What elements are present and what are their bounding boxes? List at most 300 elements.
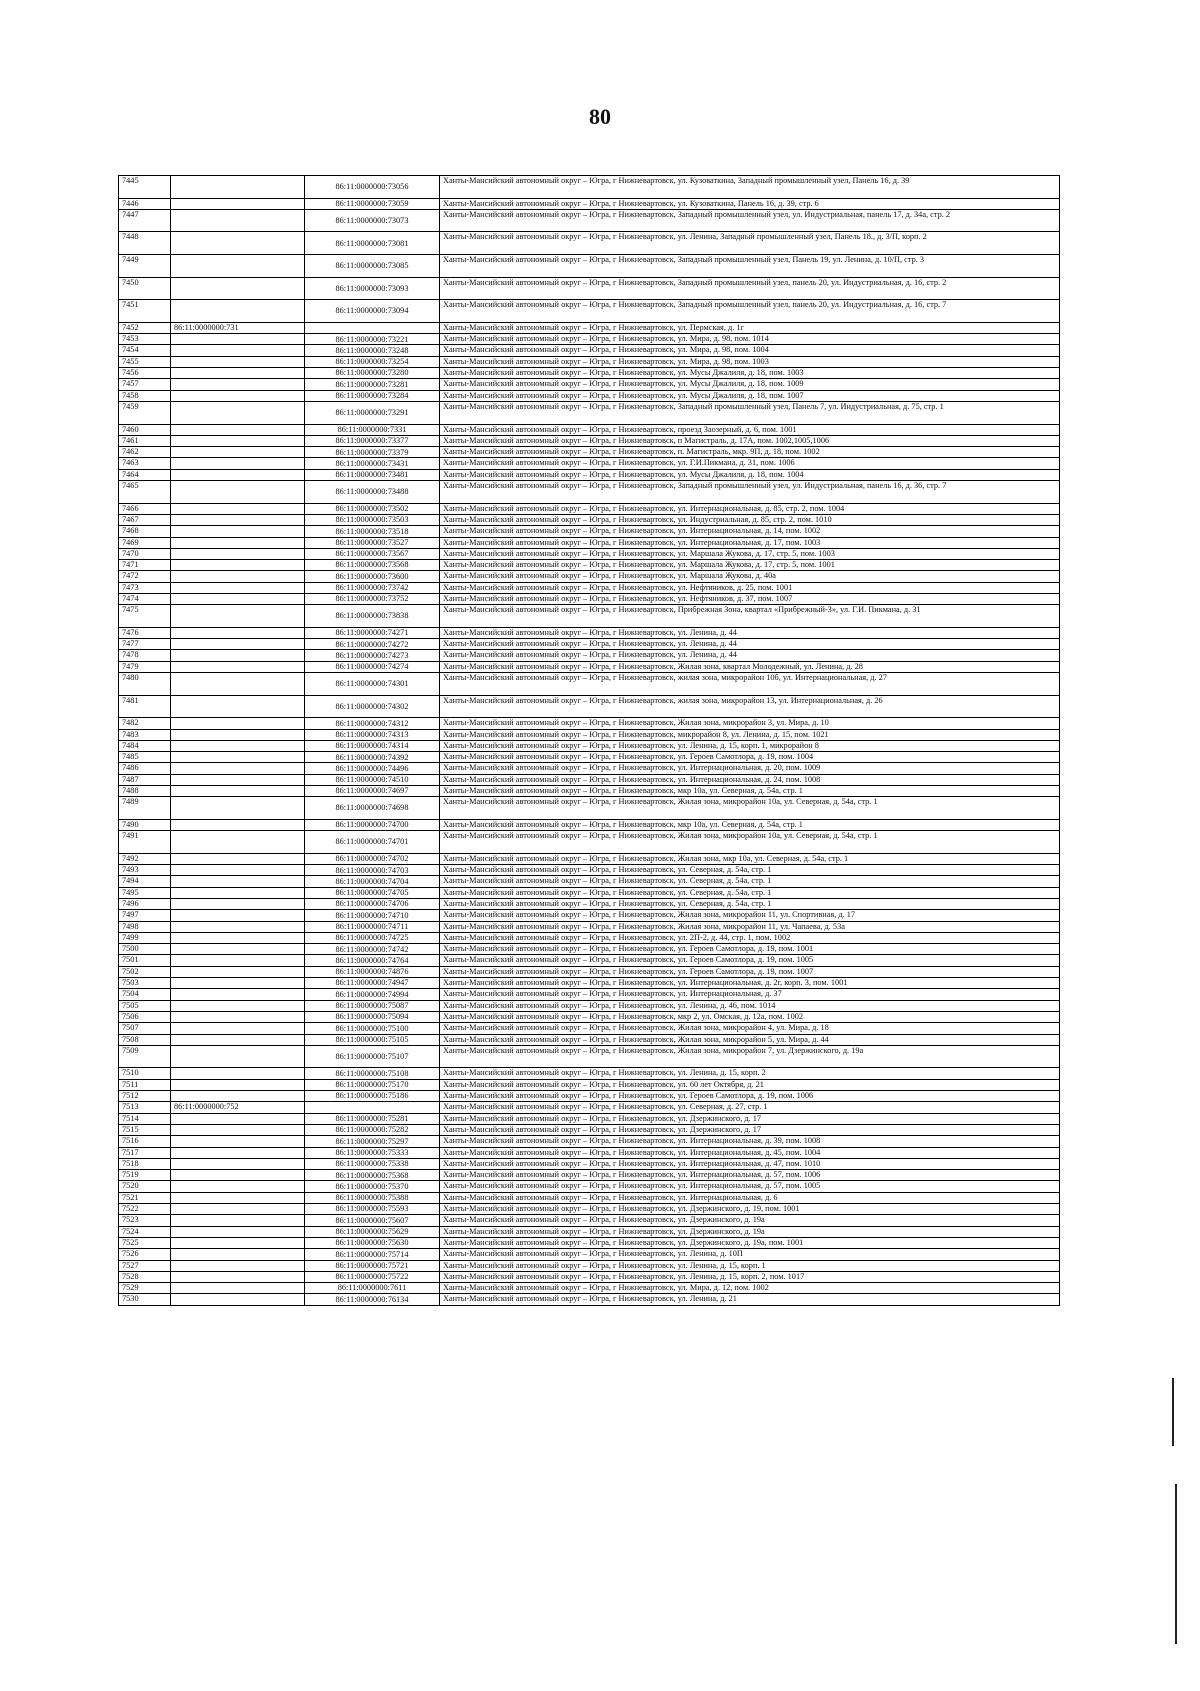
table-row	[119, 232, 1060, 255]
parent-cadastral-number	[171, 910, 305, 921]
row-number: 7498	[119, 921, 171, 932]
cadastral-number: 86:11:0000000:74274	[305, 661, 440, 672]
row-number: 7495	[119, 887, 171, 898]
row-number: 7490	[119, 819, 171, 830]
table-row	[119, 639, 1060, 650]
cadastral-number: 86:11:0000000:75630	[305, 1237, 440, 1248]
address: Ханты-Мансийский автономный округ – Югра, г Нижневартовск, ул. Ленина, д. 15, корп. 2, пом. 1017	[440, 1271, 1060, 1282]
row-number: 7465	[119, 481, 171, 504]
row-number: 7467	[119, 514, 171, 525]
cadastral-number: 86:11:0000000:75087	[305, 1000, 440, 1011]
parent-cadastral-number	[171, 1192, 305, 1203]
parent-cadastral-number	[171, 1034, 305, 1045]
row-number: 7462	[119, 447, 171, 458]
table-row	[119, 176, 1060, 199]
row-number: 7460	[119, 424, 171, 435]
parent-cadastral-number	[171, 1079, 305, 1090]
address: Ханты-Мансийский автономный округ – Югра, г Нижневартовск, ул. Маршала Жукова, д. 40а	[440, 571, 1060, 582]
table-row	[119, 1158, 1060, 1169]
address: Ханты-Мансийский автономный округ – Югра, г Нижневартовск, ул. Мусы Джалиля, д. 18, пом. 1007	[440, 390, 1060, 401]
row-number: 7448	[119, 232, 171, 255]
address: Ханты-Мансийский автономный округ – Югра, г Нижневартовск, ул. Г.И.Пикмана, д. 31, пом. 1006	[440, 458, 1060, 469]
table-row	[119, 1249, 1060, 1260]
address: Ханты-Мансийский автономный округ – Югра, г Нижневартовск, проезд Заозерный, д. 6, пом. 1001	[440, 424, 1060, 435]
row-number: 7500	[119, 944, 171, 955]
row-number: 7461	[119, 435, 171, 446]
table-row	[119, 899, 1060, 910]
cadastral-number: 86:11:0000000:73081	[305, 232, 440, 255]
row-number: 7518	[119, 1158, 171, 1169]
row-number: 7493	[119, 865, 171, 876]
cadastral-number: 86:11:0000000:73379	[305, 447, 440, 458]
row-number: 7478	[119, 650, 171, 661]
row-number: 7517	[119, 1147, 171, 1158]
row-number: 7529	[119, 1283, 171, 1294]
parent-cadastral-number	[171, 1283, 305, 1294]
row-number: 7515	[119, 1124, 171, 1135]
parent-cadastral-number	[171, 797, 305, 820]
table-row	[119, 537, 1060, 548]
parent-cadastral-number	[171, 1113, 305, 1124]
row-number: 7450	[119, 277, 171, 300]
table-row	[119, 661, 1060, 672]
parent-cadastral-number	[171, 831, 305, 854]
table-row	[119, 1283, 1060, 1294]
address: Ханты-Мансийский автономный округ – Югра, г Нижневартовск, ул. Нефтяников, д. 25, пом. 1001	[440, 582, 1060, 593]
row-number: 7469	[119, 537, 171, 548]
row-number: 7486	[119, 763, 171, 774]
address: Ханты-Мансийский автономный округ – Югра, г Нижневартовск, ул. Героев Самотлора, д. 19, пом. 1001	[440, 944, 1060, 955]
cadastral-number: 86:11:0000000:7611	[305, 1283, 440, 1294]
table-row	[119, 198, 1060, 209]
address: Ханты-Мансийский автономный округ – Югра, г Нижневартовск, ул. Мусы Джалиля, д. 18, пом. 1004	[440, 469, 1060, 480]
row-number: 7492	[119, 853, 171, 864]
parent-cadastral-number	[171, 1158, 305, 1169]
address: Ханты-Мансийский автономный округ – Югра, г Нижневартовск, п Магистраль, д. 17А, пом. 1002,1005,1006	[440, 435, 1060, 446]
parent-cadastral-number	[171, 978, 305, 989]
parent-cadastral-number	[171, 650, 305, 661]
address: Ханты-Мансийский автономный округ – Югра, г Нижневартовск, ул. Ленина, д. 44	[440, 650, 1060, 661]
address: Ханты-Мансийский автономный округ – Югра, г Нижневартовск, ул. Дзержинского, д. 19а	[440, 1226, 1060, 1237]
address: Ханты-Мансийский автономный округ – Югра, г Нижневартовск, п. Магистраль, мкр. 9П, д. 18, пом. 1002	[440, 447, 1060, 458]
address: Ханты-Мансийский автономный округ – Югра, г Нижневартовск, Жилая зона, микрорайон 11, ул. Спортивная, д. 17	[440, 910, 1060, 921]
address: Ханты-Мансийский автономный округ – Югра, г Нижневартовск, Жилая зона, микрорайон 5, ул. Мира, д. 44	[440, 1034, 1060, 1045]
row-number: 7512	[119, 1091, 171, 1102]
table-row	[119, 255, 1060, 278]
table-row	[119, 571, 1060, 582]
cadastral-number: 86:11:0000000:75297	[305, 1136, 440, 1147]
parent-cadastral-number	[171, 661, 305, 672]
row-number: 7525	[119, 1237, 171, 1248]
parent-cadastral-number	[171, 571, 305, 582]
address: Ханты-Мансийский автономный округ – Югра, г Нижневартовск, ул. 60 лет Октября, д. 21	[440, 1079, 1060, 1090]
address: Ханты-Мансийский автономный округ – Югра, г Нижневартовск, Прибрежная Зона, квартал «Прибрежный-3», ул. Г.И. Пикмана, д. 31	[440, 605, 1060, 628]
cadastral-number: 86:11:0000000:75338	[305, 1158, 440, 1169]
cadastral-number: 86:11:0000000:74742	[305, 944, 440, 955]
table-row	[119, 1226, 1060, 1237]
row-number: 7519	[119, 1170, 171, 1181]
cadastral-number: 86:11:0000000:73085	[305, 255, 440, 278]
address: Ханты-Мансийский автономный округ – Югра, г Нижневартовск, ул. Героев Самотлора, д. 19, пом. 1006	[440, 1091, 1060, 1102]
address: Ханты-Мансийский автономный округ – Югра, г Нижневартовск, ул. Мира, д. 98, пом. 1003	[440, 356, 1060, 367]
parent-cadastral-number	[171, 1260, 305, 1271]
cadastral-number: 86:11:0000000:75593	[305, 1204, 440, 1215]
cadastral-number: 86:11:0000000:75721	[305, 1260, 440, 1271]
table-row	[119, 1079, 1060, 1090]
table-row	[119, 650, 1060, 661]
parent-cadastral-number	[171, 639, 305, 650]
address: Ханты-Мансийский автономный округ – Югра, г Нижневартовск, Жилая зона, микрорайон 10а, ул. Северная, д. 54а, стр. 1	[440, 797, 1060, 820]
address: Ханты-Мансийский автономный округ – Югра, г Нижневартовск, ул. Интернациональная, д. 45, пом. 1004	[440, 1147, 1060, 1158]
cadastral-number: 86:11:0000000:75186	[305, 1091, 440, 1102]
address: Ханты-Мансийский автономный округ – Югра, г Нижневартовск, мкр 2, ул. Омская, д. 12а, пом. 1002	[440, 1011, 1060, 1022]
table-row	[119, 944, 1060, 955]
row-number: 7511	[119, 1079, 171, 1090]
address: Ханты-Мансийский автономный округ – Югра, г Нижневартовск, ул. Ленина, д. 44	[440, 639, 1060, 650]
table-row	[119, 740, 1060, 751]
row-number: 7521	[119, 1192, 171, 1203]
row-number: 7466	[119, 503, 171, 514]
row-number: 7504	[119, 989, 171, 1000]
cadastral-number: 86:11:0000000:74725	[305, 932, 440, 943]
parent-cadastral-number	[171, 503, 305, 514]
address: Ханты-Мансийский автономный округ – Югра, г Нижневартовск, ул. Кузоваткина, Панель 16, д. 39, стр. 6	[440, 198, 1060, 209]
table-row	[119, 447, 1060, 458]
row-number: 7489	[119, 797, 171, 820]
parent-cadastral-number	[171, 593, 305, 604]
address: Ханты-Мансийский автономный округ – Югра, г Нижневартовск, ул. Дзержинского, д. 17	[440, 1113, 1060, 1124]
address: Ханты-Мансийский автономный округ – Югра, г Нижневартовск, ул. Северная, д. 54а, стр. 1	[440, 876, 1060, 887]
parent-cadastral-number	[171, 718, 305, 729]
row-number: 7463	[119, 458, 171, 469]
parent-cadastral-number	[171, 774, 305, 785]
cadastral-number: 86:11:0000000:73073	[305, 209, 440, 232]
table-row	[119, 1000, 1060, 1011]
row-number: 7491	[119, 831, 171, 854]
parent-cadastral-number	[171, 435, 305, 446]
cadastral-number: 86:11:0000000:73254	[305, 356, 440, 367]
parent-cadastral-number	[171, 729, 305, 740]
table-row	[119, 379, 1060, 390]
row-number: 7453	[119, 334, 171, 345]
row-number: 7470	[119, 548, 171, 559]
row-number: 7475	[119, 605, 171, 628]
parent-cadastral-number	[171, 277, 305, 300]
table-row	[119, 334, 1060, 345]
address: Ханты-Мансийский автономный округ – Югра, г Нижневартовск, ул. Маршала Жукова, д. 17, стр. 5, пом. 1003	[440, 548, 1060, 559]
address: Ханты-Мансийский автономный округ – Югра, г Нижневартовск, ул. Мира, д. 98, пом. 1004	[440, 345, 1060, 356]
cadastral-number: 86:11:0000000:73567	[305, 548, 440, 559]
address: Ханты-Мансийский автономный округ – Югра, г Нижневартовск, ул. Интернациональная, д. 57, пом. 1006	[440, 1170, 1060, 1181]
row-number: 7458	[119, 390, 171, 401]
table-row	[119, 1011, 1060, 1022]
cadastral-number: 86:11:0000000:75333	[305, 1147, 440, 1158]
address: Ханты-Мансийский автономный округ – Югра, г Нижневартовск, ул. Пермская, д. 1г	[440, 322, 1060, 333]
parent-cadastral-number	[171, 876, 305, 887]
page-number: 80	[589, 104, 611, 129]
parent-cadastral-number	[171, 899, 305, 910]
parent-cadastral-number	[171, 469, 305, 480]
cadastral-number: 86:11:0000000:73568	[305, 560, 440, 571]
row-number: 7472	[119, 571, 171, 582]
row-number: 7476	[119, 627, 171, 638]
address: Ханты-Мансийский автономный округ – Югра, г Нижневартовск, ул. Интернациональная, д. 17, пом. 1003	[440, 537, 1060, 548]
address: Ханты-Мансийский автономный округ – Югра, г Нижневартовск, ул. Ленина, д. 46, пом. 1014	[440, 1000, 1060, 1011]
address: Ханты-Мансийский автономный округ – Югра, г Нижневартовск, жилая зона, микрорайон 10б, ул. Интернациональная, д. 27	[440, 673, 1060, 696]
cadastral-number: 86:11:0000000:74700	[305, 819, 440, 830]
address: Ханты-Мансийский автономный округ – Югра, г Нижневартовск, ул. Дзержинского, д. 17	[440, 1124, 1060, 1135]
table-row	[119, 1034, 1060, 1045]
address: Ханты-Мансийский автономный округ – Югра, г Нижневартовск, Западный промышленный узел, панель 20, ул. Индустриальная, д. 16, стр. 2	[440, 277, 1060, 300]
table-row	[119, 921, 1060, 932]
table-row	[119, 853, 1060, 864]
address: Ханты-Мансийский автономный округ – Югра, г Нижневартовск, ул. Нефтяников, д. 37, пом. 1007	[440, 593, 1060, 604]
parent-cadastral-number	[171, 627, 305, 638]
cadastral-number: 86:11:0000000:74705	[305, 887, 440, 898]
cadastral-number: 86:11:0000000:74496	[305, 763, 440, 774]
cadastral-number: 86:11:0000000:73284	[305, 390, 440, 401]
row-number: 7468	[119, 526, 171, 537]
parent-cadastral-number	[171, 932, 305, 943]
parent-cadastral-number	[171, 1124, 305, 1135]
cadastral-number: 86:11:0000000:74312	[305, 718, 440, 729]
table-row	[119, 277, 1060, 300]
table-row	[119, 729, 1060, 740]
parent-cadastral-number	[171, 695, 305, 718]
row-number: 7510	[119, 1068, 171, 1079]
table-row	[119, 1192, 1060, 1203]
parent-cadastral-number	[171, 447, 305, 458]
parent-cadastral-number	[171, 1091, 305, 1102]
cadastral-number: 86:11:0000000:74301	[305, 673, 440, 696]
parent-cadastral-number	[171, 198, 305, 209]
cadastral-number	[305, 1102, 440, 1113]
parent-cadastral-number	[171, 1294, 305, 1305]
address: Ханты-Мансийский автономный округ – Югра, г Нижневартовск, ул. Северная, д. 54а, стр. 1	[440, 887, 1060, 898]
parent-cadastral-number: 86:11:0000000:731	[171, 322, 305, 333]
address: Ханты-Мансийский автономный округ – Югра, г Нижневартовск, ул. Мира, д. 98, пом. 1014	[440, 334, 1060, 345]
table-row	[119, 1023, 1060, 1034]
parent-cadastral-number	[171, 390, 305, 401]
cadastral-number	[305, 322, 440, 333]
table-row	[119, 1068, 1060, 1079]
row-number: 7482	[119, 718, 171, 729]
row-number: 7502	[119, 966, 171, 977]
address: Ханты-Мансийский автономный округ – Югра, г Нижневартовск, Западный промышленный узел, панель 20, ул. Индустриальная, д. 16, стр. 7	[440, 300, 1060, 323]
table-row	[119, 1136, 1060, 1147]
address: Ханты-Мансийский автономный округ – Югра, г Нижневартовск, ул. Дзержинского, д. 19а, пом. 1001	[440, 1237, 1060, 1248]
parent-cadastral-number	[171, 955, 305, 966]
parent-cadastral-number	[171, 1215, 305, 1226]
table-row	[119, 932, 1060, 943]
table-row	[119, 831, 1060, 854]
address: Ханты-Мансийский автономный округ – Югра, г Нижневартовск, ул. Ленина, д. 44	[440, 627, 1060, 638]
cadastral-number: 86:11:0000000:75094	[305, 1011, 440, 1022]
parent-cadastral-number	[171, 379, 305, 390]
table-row	[119, 560, 1060, 571]
cadastral-number: 86:11:0000000:75107	[305, 1045, 440, 1068]
table-row	[119, 1215, 1060, 1226]
cadastral-number: 86:11:0000000:74271	[305, 627, 440, 638]
cadastral-number: 86:11:0000000:75100	[305, 1023, 440, 1034]
cadastral-number: 86:11:0000000:74711	[305, 921, 440, 932]
cadastral-number: 86:11:0000000:74392	[305, 752, 440, 763]
row-number: 7516	[119, 1136, 171, 1147]
parent-cadastral-number	[171, 605, 305, 628]
parent-cadastral-number	[171, 560, 305, 571]
cadastral-number: 86:11:0000000:74706	[305, 899, 440, 910]
cadastral-number: 86:11:0000000:75607	[305, 1215, 440, 1226]
parent-cadastral-number	[171, 740, 305, 751]
row-number: 7474	[119, 593, 171, 604]
parent-cadastral-number	[171, 865, 305, 876]
row-number: 7455	[119, 356, 171, 367]
table-row	[119, 786, 1060, 797]
cadastral-number: 86:11:0000000:75281	[305, 1113, 440, 1124]
parent-cadastral-number	[171, 853, 305, 864]
cadastral-number: 86:11:0000000:74313	[305, 729, 440, 740]
cadastral-number: 86:11:0000000:74994	[305, 989, 440, 1000]
cadastral-number: 86:11:0000000:74701	[305, 831, 440, 854]
table-row	[119, 605, 1060, 628]
address: Ханты-Мансийский автономный округ – Югра, г Нижневартовск, мкр 10а, ул. Северная, д. 54а, стр. 1	[440, 819, 1060, 830]
cadastral-number: 86:11:0000000:74947	[305, 978, 440, 989]
table-row	[119, 1204, 1060, 1215]
parent-cadastral-number	[171, 537, 305, 548]
address: Ханты-Мансийский автономный округ – Югра, г Нижневартовск, Жилая зона, микрорайон 3, ул. Мира, д. 10	[440, 718, 1060, 729]
cadastral-number: 86:11:0000000:73752	[305, 593, 440, 604]
table-row	[119, 1147, 1060, 1158]
parent-cadastral-number	[171, 944, 305, 955]
cadastral-number: 86:11:0000000:75388	[305, 1192, 440, 1203]
table-row	[119, 548, 1060, 559]
cadastral-number: 86:11:0000000:73503	[305, 514, 440, 525]
address: Ханты-Мансийский автономный округ – Югра, г Нижневартовск, ул. Мусы Джалиля, д. 18, пом. 1009	[440, 379, 1060, 390]
registry-table-body	[119, 176, 1060, 1306]
address: Ханты-Мансийский автономный округ – Югра, г Нижневартовск, ул. Ленина, д. 15, корп. 1	[440, 1260, 1060, 1271]
address: Ханты-Мансийский автономный округ – Югра, г Нижневартовск, ул. Интернациональная, д. 37	[440, 989, 1060, 1000]
cadastral-number: 86:11:0000000:73248	[305, 345, 440, 356]
table-row	[119, 526, 1060, 537]
cadastral-number: 86:11:0000000:75722	[305, 1271, 440, 1282]
cadastral-number: 86:11:0000000:75629	[305, 1226, 440, 1237]
cadastral-number: 86:11:0000000:73280	[305, 368, 440, 379]
table-row	[119, 1113, 1060, 1124]
address: Ханты-Мансийский автономный округ – Югра, г Нижневартовск, ул. 2П-2, д. 44, стр. 1, пом. 1002	[440, 932, 1060, 943]
table-row	[119, 876, 1060, 887]
table-row	[119, 819, 1060, 830]
cadastral-number: 86:11:0000000:73838	[305, 605, 440, 628]
row-number: 7449	[119, 255, 171, 278]
cadastral-number: 86:11:0000000:73481	[305, 469, 440, 480]
cadastral-number: 86:11:0000000:73488	[305, 481, 440, 504]
cadastral-number: 86:11:0000000:75282	[305, 1124, 440, 1135]
cadastral-number: 86:11:0000000:74272	[305, 639, 440, 650]
table-row	[119, 300, 1060, 323]
table-row	[119, 695, 1060, 718]
parent-cadastral-number	[171, 548, 305, 559]
parent-cadastral-number	[171, 1023, 305, 1034]
address: Ханты-Мансийский автономный округ – Югра, г Нижневартовск, ул. Северная, д. 54а, стр. 1	[440, 899, 1060, 910]
cadastral-number: 86:11:0000000:73377	[305, 435, 440, 446]
row-number: 7508	[119, 1034, 171, 1045]
table-row	[119, 865, 1060, 876]
table-row	[119, 763, 1060, 774]
parent-cadastral-number	[171, 458, 305, 469]
address: Ханты-Мансийский автономный округ – Югра, г Нижневартовск, ул. Интернациональная, д. 2г, корп. 3, пом. 1001	[440, 978, 1060, 989]
table-row	[119, 209, 1060, 232]
table-row	[119, 910, 1060, 921]
address: Ханты-Мансийский автономный округ – Югра, г Нижневартовск, Западный промышленный узел, ул. Индустриальная, панель 17, д. 34а, стр. 2	[440, 209, 1060, 232]
cadastral-number: 86:11:0000000:73518	[305, 526, 440, 537]
cadastral-number: 86:11:0000000:73502	[305, 503, 440, 514]
parent-cadastral-number	[171, 819, 305, 830]
row-number: 7452	[119, 322, 171, 333]
address: Ханты-Мансийский автономный округ – Югра, г Нижневартовск, Жилая зона, микрорайон 11, ул. Чапаева, д. 53а	[440, 921, 1060, 932]
parent-cadastral-number	[171, 356, 305, 367]
address: Ханты-Мансийский автономный округ – Югра, г Нижневартовск, Западный промышленный узел, ул. Индустриальная, панель 16, д. 36, стр. 7	[440, 481, 1060, 504]
address: Ханты-Мансийский автономный округ – Югра, г Нижневартовск, Жилая зона, микрорайон 10а, ул. Северная, д. 54а, стр. 1	[440, 831, 1060, 854]
address: Ханты-Мансийский автономный округ – Югра, г Нижневартовск, Жилая зона, микрорайон 4, ул. Мира, д. 18	[440, 1023, 1060, 1034]
row-number: 7509	[119, 1045, 171, 1068]
address: Ханты-Мансийский автономный округ – Югра, г Нижневартовск, ул. Северная, д. 27, стр. 1	[440, 1102, 1060, 1113]
table-row	[119, 356, 1060, 367]
parent-cadastral-number	[171, 966, 305, 977]
row-number: 7471	[119, 560, 171, 571]
parent-cadastral-number	[171, 526, 305, 537]
cadastral-number: 86:11:0000000:74703	[305, 865, 440, 876]
cadastral-number: 86:11:0000000:74314	[305, 740, 440, 751]
scan-mark-right-2	[1175, 1484, 1177, 1644]
cadastral-number: 86:11:0000000:75170	[305, 1079, 440, 1090]
cadastral-number: 86:11:0000000:73291	[305, 401, 440, 424]
parent-cadastral-number	[171, 255, 305, 278]
address: Ханты-Мансийский автономный округ – Югра, г Нижневартовск, ул. Интернациональная, д. 39, пом. 1008	[440, 1136, 1060, 1147]
row-number: 7497	[119, 910, 171, 921]
row-number: 7483	[119, 729, 171, 740]
parent-cadastral-number	[171, 1271, 305, 1282]
table-row	[119, 503, 1060, 514]
table-row	[119, 1260, 1060, 1271]
parent-cadastral-number	[171, 786, 305, 797]
address: Ханты-Мансийский автономный округ – Югра, г Нижневартовск, Жилая зона, микрорайон 7, ул. Дзержинского, д. 19а	[440, 1045, 1060, 1068]
parent-cadastral-number	[171, 345, 305, 356]
row-number: 7496	[119, 899, 171, 910]
table-row	[119, 1170, 1060, 1181]
cadastral-number: 86:11:0000000:74273	[305, 650, 440, 661]
row-number: 7526	[119, 1249, 171, 1260]
row-number: 7514	[119, 1113, 171, 1124]
table-row	[119, 481, 1060, 504]
row-number: 7446	[119, 198, 171, 209]
address: Ханты-Мансийский автономный округ – Югра, г Нижневартовск, ул. Интернациональная, д. 14, пом. 1002	[440, 526, 1060, 537]
address: Ханты-Мансийский автономный округ – Югра, г Нижневартовск, ул. Ленина, д. 21	[440, 1294, 1060, 1305]
parent-cadastral-number	[171, 582, 305, 593]
table-row	[119, 1045, 1060, 1068]
cadastral-number: 86:11:0000000:73281	[305, 379, 440, 390]
cadastral-number: 86:11:0000000:74702	[305, 853, 440, 864]
parent-cadastral-number	[171, 176, 305, 199]
table-row	[119, 1237, 1060, 1248]
address: Ханты-Мансийский автономный округ – Югра, г Нижневартовск, микрорайон 8, ул. Ленина, д. 15, пом. 1021	[440, 729, 1060, 740]
address: Ханты-Мансийский автономный округ – Югра, г Нижневартовск, ул. Интернациональная, д. 47, пом. 1010	[440, 1158, 1060, 1169]
address: Ханты-Мансийский автономный округ – Югра, г Нижневартовск, Жилая зона, мкр 10а, ул. Северная, д. 54а, стр. 1	[440, 853, 1060, 864]
table-row	[119, 435, 1060, 446]
row-number: 7451	[119, 300, 171, 323]
parent-cadastral-number	[171, 334, 305, 345]
cadastral-number: 86:11:0000000:73600	[305, 571, 440, 582]
row-number: 7528	[119, 1271, 171, 1282]
